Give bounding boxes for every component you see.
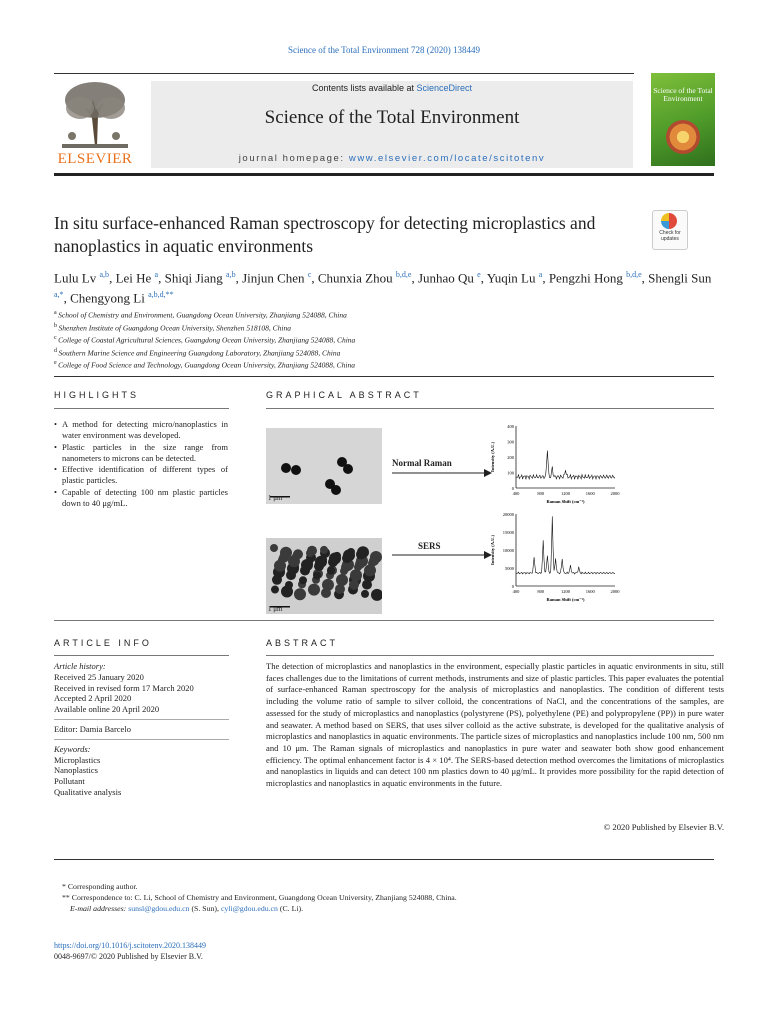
article-info-rule [54, 655, 229, 656]
affiliation-key: c [54, 335, 59, 341]
y-tick-label: 300 [507, 439, 514, 445]
history-accepted: Accepted 2 April 2020 [54, 693, 132, 704]
x-tick-label: 1200 [561, 589, 570, 594]
keyword: Qualitative analysis [54, 786, 122, 797]
author-affiliation-mark[interactable]: c [307, 270, 312, 279]
author-name[interactable]: Pengzhi Hong [548, 270, 627, 286]
keyword: Microplastics [54, 754, 101, 765]
affiliations [54, 308, 554, 371]
y-tick-label: 100 [507, 470, 514, 476]
email-who-sun: (S. Sun), [189, 903, 221, 913]
normal-raman-spectrum [486, 420, 621, 510]
header-rule [54, 73, 634, 74]
history-received: Received 25 January 2020 [54, 671, 144, 682]
author-name[interactable]: Lei He [115, 270, 155, 286]
cover-flower-graphic [666, 120, 700, 154]
affiliation-item: $^c$ College of Coastal Agricultural Sciences, Guangdong Ocean University, Zhanjiang 524088, China [54, 335, 356, 345]
homepage-prefix: journal homepage: [238, 153, 349, 164]
keyword: Nanoplastics [54, 765, 98, 776]
author-name[interactable]: Jinjun Chen [242, 270, 308, 286]
affiliation-item: $^d$ Southern Marine Science and Engineering Guangdong Laboratory, Zhanjiang 524088, China [54, 347, 341, 357]
author-name[interactable]: Junhao Qu [417, 270, 478, 286]
tem-image-bottom [266, 538, 382, 614]
author-affiliation-mark[interactable]: a [154, 270, 159, 279]
affiliation-item: $^b$ Shenzhen Institute of Guangdong Ocean University, Shenzhen 518108, China [54, 322, 291, 332]
section-rule [54, 376, 714, 377]
scale-bar-top: 1 μm [268, 494, 283, 502]
x-axis-label: Raman Shift (cm⁻¹) [546, 499, 585, 504]
info-divider [54, 719, 229, 720]
highlight-item: • Effective identification of different types of plastic particles. [54, 464, 228, 487]
abstract-heading: ABSTRACT [266, 638, 339, 648]
author-affiliation-mark[interactable]: a,b,d,** [148, 290, 174, 300]
publisher-name: ELSEVIER [57, 151, 133, 167]
x-tick-label: 400 [512, 589, 520, 594]
abstract-rule [266, 655, 714, 656]
author-list: Lulu Lv $^{a,b}$, Lei He $^a$, Shiqi Jiang $^{a,b}$, Jinjun Chen $^c$, Chunxia Zhou $^{b,d,e}$, Junhao Qu $^e$, Yuqin Lu $^a$, Pengzhi Hong $^{b,d,e}$, Shengli Sun $^{a,*}$, Chengyong Li $^{a,b,d,**}$ [54, 270, 712, 306]
copyright: © 2020 Published by Elsevier B.V. [603, 822, 724, 832]
journal-title: Science of the Total Environment [264, 107, 520, 128]
x-tick-label: 1600 [585, 589, 595, 594]
highlights-rule [54, 408, 229, 409]
spectrum-line [516, 516, 615, 574]
affiliation-key: d [54, 347, 59, 354]
arrow-normal-icon [392, 468, 492, 478]
journal-reference[interactable]: Science of the Total Environment 728 (2020) 138449 [288, 45, 480, 55]
highlight-item: • A method for detecting micro/nanoplastics in water environment was developed. [54, 419, 228, 442]
author-affiliation-mark[interactable]: a,* [54, 290, 64, 300]
masthead-rule [54, 173, 714, 176]
sers-spectrum [486, 508, 621, 608]
author-name[interactable]: Yuqin Lu [486, 270, 539, 286]
author-affiliation-mark[interactable]: e [477, 270, 481, 279]
y-tick-label: 15000 [502, 530, 514, 535]
y-tick-label: 5000 [505, 566, 514, 571]
footnote-rule [54, 859, 714, 860]
x-tick-label: 1600 [585, 491, 595, 496]
y-tick-label: 400 [507, 424, 514, 429]
article-info-heading: ARTICLE INFO [54, 638, 152, 648]
email-line [54, 904, 714, 915]
graphical-abstract-rule [266, 408, 714, 409]
homepage-line [151, 153, 633, 164]
sciencedirect-link[interactable]: ScienceDirect [416, 83, 473, 93]
scale-bar-bottom: 1 μm [268, 605, 283, 613]
check-updates-label: Check for updates [659, 230, 681, 242]
highlight-item: • Capable of detecting 100 nm plastic particles down to 40 μg/mL. [54, 487, 228, 510]
y-axis-label: Intensity (A.U.) [490, 535, 495, 565]
keyword: Pollutant [54, 776, 85, 787]
contents-line [151, 83, 633, 93]
author-name[interactable]: Chengyong Li [70, 290, 149, 306]
affiliation-item: $^a$ School of Chemistry and Environment, Guangdong Ocean University, Zhanjiang 524088, China [54, 310, 347, 320]
author-affiliation-mark[interactable]: b,d,e [626, 270, 642, 279]
normal-raman-label: Normal Raman [392, 458, 452, 468]
corresponding-author-note: * Corresponding author. [62, 882, 138, 891]
article-title: In situ surface-enhanced Raman spectroscopy for detecting microplastics and nanoplastics in aquatic environments [54, 213, 596, 256]
author-affiliation-mark[interactable]: b,d,e [395, 270, 412, 279]
cover-title: Science of the Total Environment [653, 86, 713, 103]
y-tick-label: 200 [507, 455, 514, 460]
x-tick-label: 800 [537, 589, 545, 594]
affiliation-key: e [54, 360, 59, 366]
author-affiliation-mark[interactable]: a,b [226, 270, 236, 279]
article-info-block [54, 661, 229, 798]
graphical-abstract-heading: GRAPHICAL ABSTRACT [266, 390, 422, 400]
sers-label: SERS [418, 541, 441, 551]
author-name[interactable]: Shiqi Jiang [164, 270, 227, 286]
history-revised: Received in revised form 17 March 2020 [54, 682, 194, 693]
author-affiliation-mark[interactable]: a,b [99, 270, 110, 279]
doi-block [54, 940, 206, 962]
email-link-sun[interactable]: sunsl@gdou.edu.cn [128, 903, 190, 913]
x-tick-label: 2000 [610, 589, 620, 594]
affiliation-key: b [54, 322, 59, 329]
highlight-item: • Plastic particles in the size range from nanometers to microns can be detected. [54, 442, 228, 465]
email-link-li[interactable]: cyli@gdou.edu.cn [220, 903, 278, 913]
x-tick-label: 800 [537, 491, 545, 496]
author-name[interactable]: Chunxia Zhou [317, 270, 396, 286]
section-rule-2 [54, 620, 714, 621]
info-divider [54, 739, 229, 740]
author-affiliation-mark[interactable]: a [538, 270, 543, 279]
abstract-text: The detection of microplastics and nanoplastics in the environment, especially plastic particles in aquatic environments in situ, still faces challenges due to the limitations of current methods, instruments and size of plastic particles. This paper evaluates the potential of surface-enhanced Raman spectroscopy for the analysis of microplastics and nanoplastics. The condition of different tests including the volume ratio of sample to silver colloid, the concentrations of NaCl, and the concentrations of the samples, are assessed for the study of microplastics and nanoplastics (polystyrene (PS), polyethylene (PE) and polypropylene (PP)) in pure water and seawater. A method based on SERS, that uses silver colloid as the active substrate, is developed for the qualitative analysis of microplastics and nanoplastics in aquatic environments. The particle sizes of microplastics and nanoplastics include 100 nm, 500 nm and 10 μm. The Raman signals of microplastics and nanoplastics in pure water and seawater both show good enhancement efficiency. The optimal enhancement factor is 4 × 10⁴. The SERS-based detection method overcomes the limitations of microplastics and nanoplastics in liquids and can detect 100 nm plastics down to 40 μg/mL. It provides more possibility for the rapid detection of microplastics and nanoplastics in aquatic environments in the future. [266, 661, 724, 789]
y-tick-label: 20000 [502, 512, 514, 517]
email-label: E-mail addresses: [70, 903, 129, 913]
footnotes [54, 882, 714, 914]
y-tick-label: 10000 [502, 548, 514, 553]
y-tick-label: 0 [511, 584, 514, 589]
author-name[interactable]: Lulu Lv [54, 270, 100, 286]
y-axis-label: Intensity (A.U.) [490, 442, 495, 472]
doi-link[interactable]: https://doi.org/10.1016/j.scitotenv.2020.138449 [54, 941, 206, 950]
affiliation-item: $^e$ College of Food Science and Technology, Guangdong Ocean University, Zhanjiang 524088, China [54, 360, 355, 370]
contents-prefix: Contents lists available at [311, 83, 417, 93]
highlights-heading: HIGHLIGHTS [54, 390, 140, 400]
homepage-link[interactable]: www.elsevier.com/locate/scitotenv [348, 153, 546, 164]
history-online: Available online 20 April 2020 [54, 704, 160, 715]
author-name[interactable]: Shengli Sun [648, 270, 712, 286]
tem-particles-bottom [266, 538, 382, 614]
check-updates-icon [661, 213, 677, 229]
x-tick-label: 400 [512, 491, 520, 496]
keywords-label: Keywords: [54, 743, 91, 754]
x-axis-label: Raman Shift (cm⁻¹) [546, 597, 585, 602]
highlights-list [54, 419, 228, 509]
tem-particles-top [266, 428, 382, 504]
y-tick-label: 0 [511, 486, 514, 491]
editor: Editor: Damia Barcelo [54, 723, 131, 734]
affiliation-key: a [54, 310, 59, 316]
x-tick-label: 1200 [561, 491, 570, 496]
arrow-sers-icon [392, 550, 492, 560]
spectrum-line [516, 451, 615, 480]
issn-line: 0048-9697/© 2020 Published by Elsevier B.V. [54, 952, 203, 961]
correspondence-note: ** Correspondence to: C. Li, School of Chemistry and Environment, Guangdong Ocean University, Zhanjiang 524088, China. [62, 892, 457, 902]
email-who-li: (C. Li). [277, 903, 304, 913]
history-label: Article history: [54, 661, 106, 671]
x-tick-label: 2000 [610, 491, 620, 496]
tem-image-top [266, 428, 382, 504]
